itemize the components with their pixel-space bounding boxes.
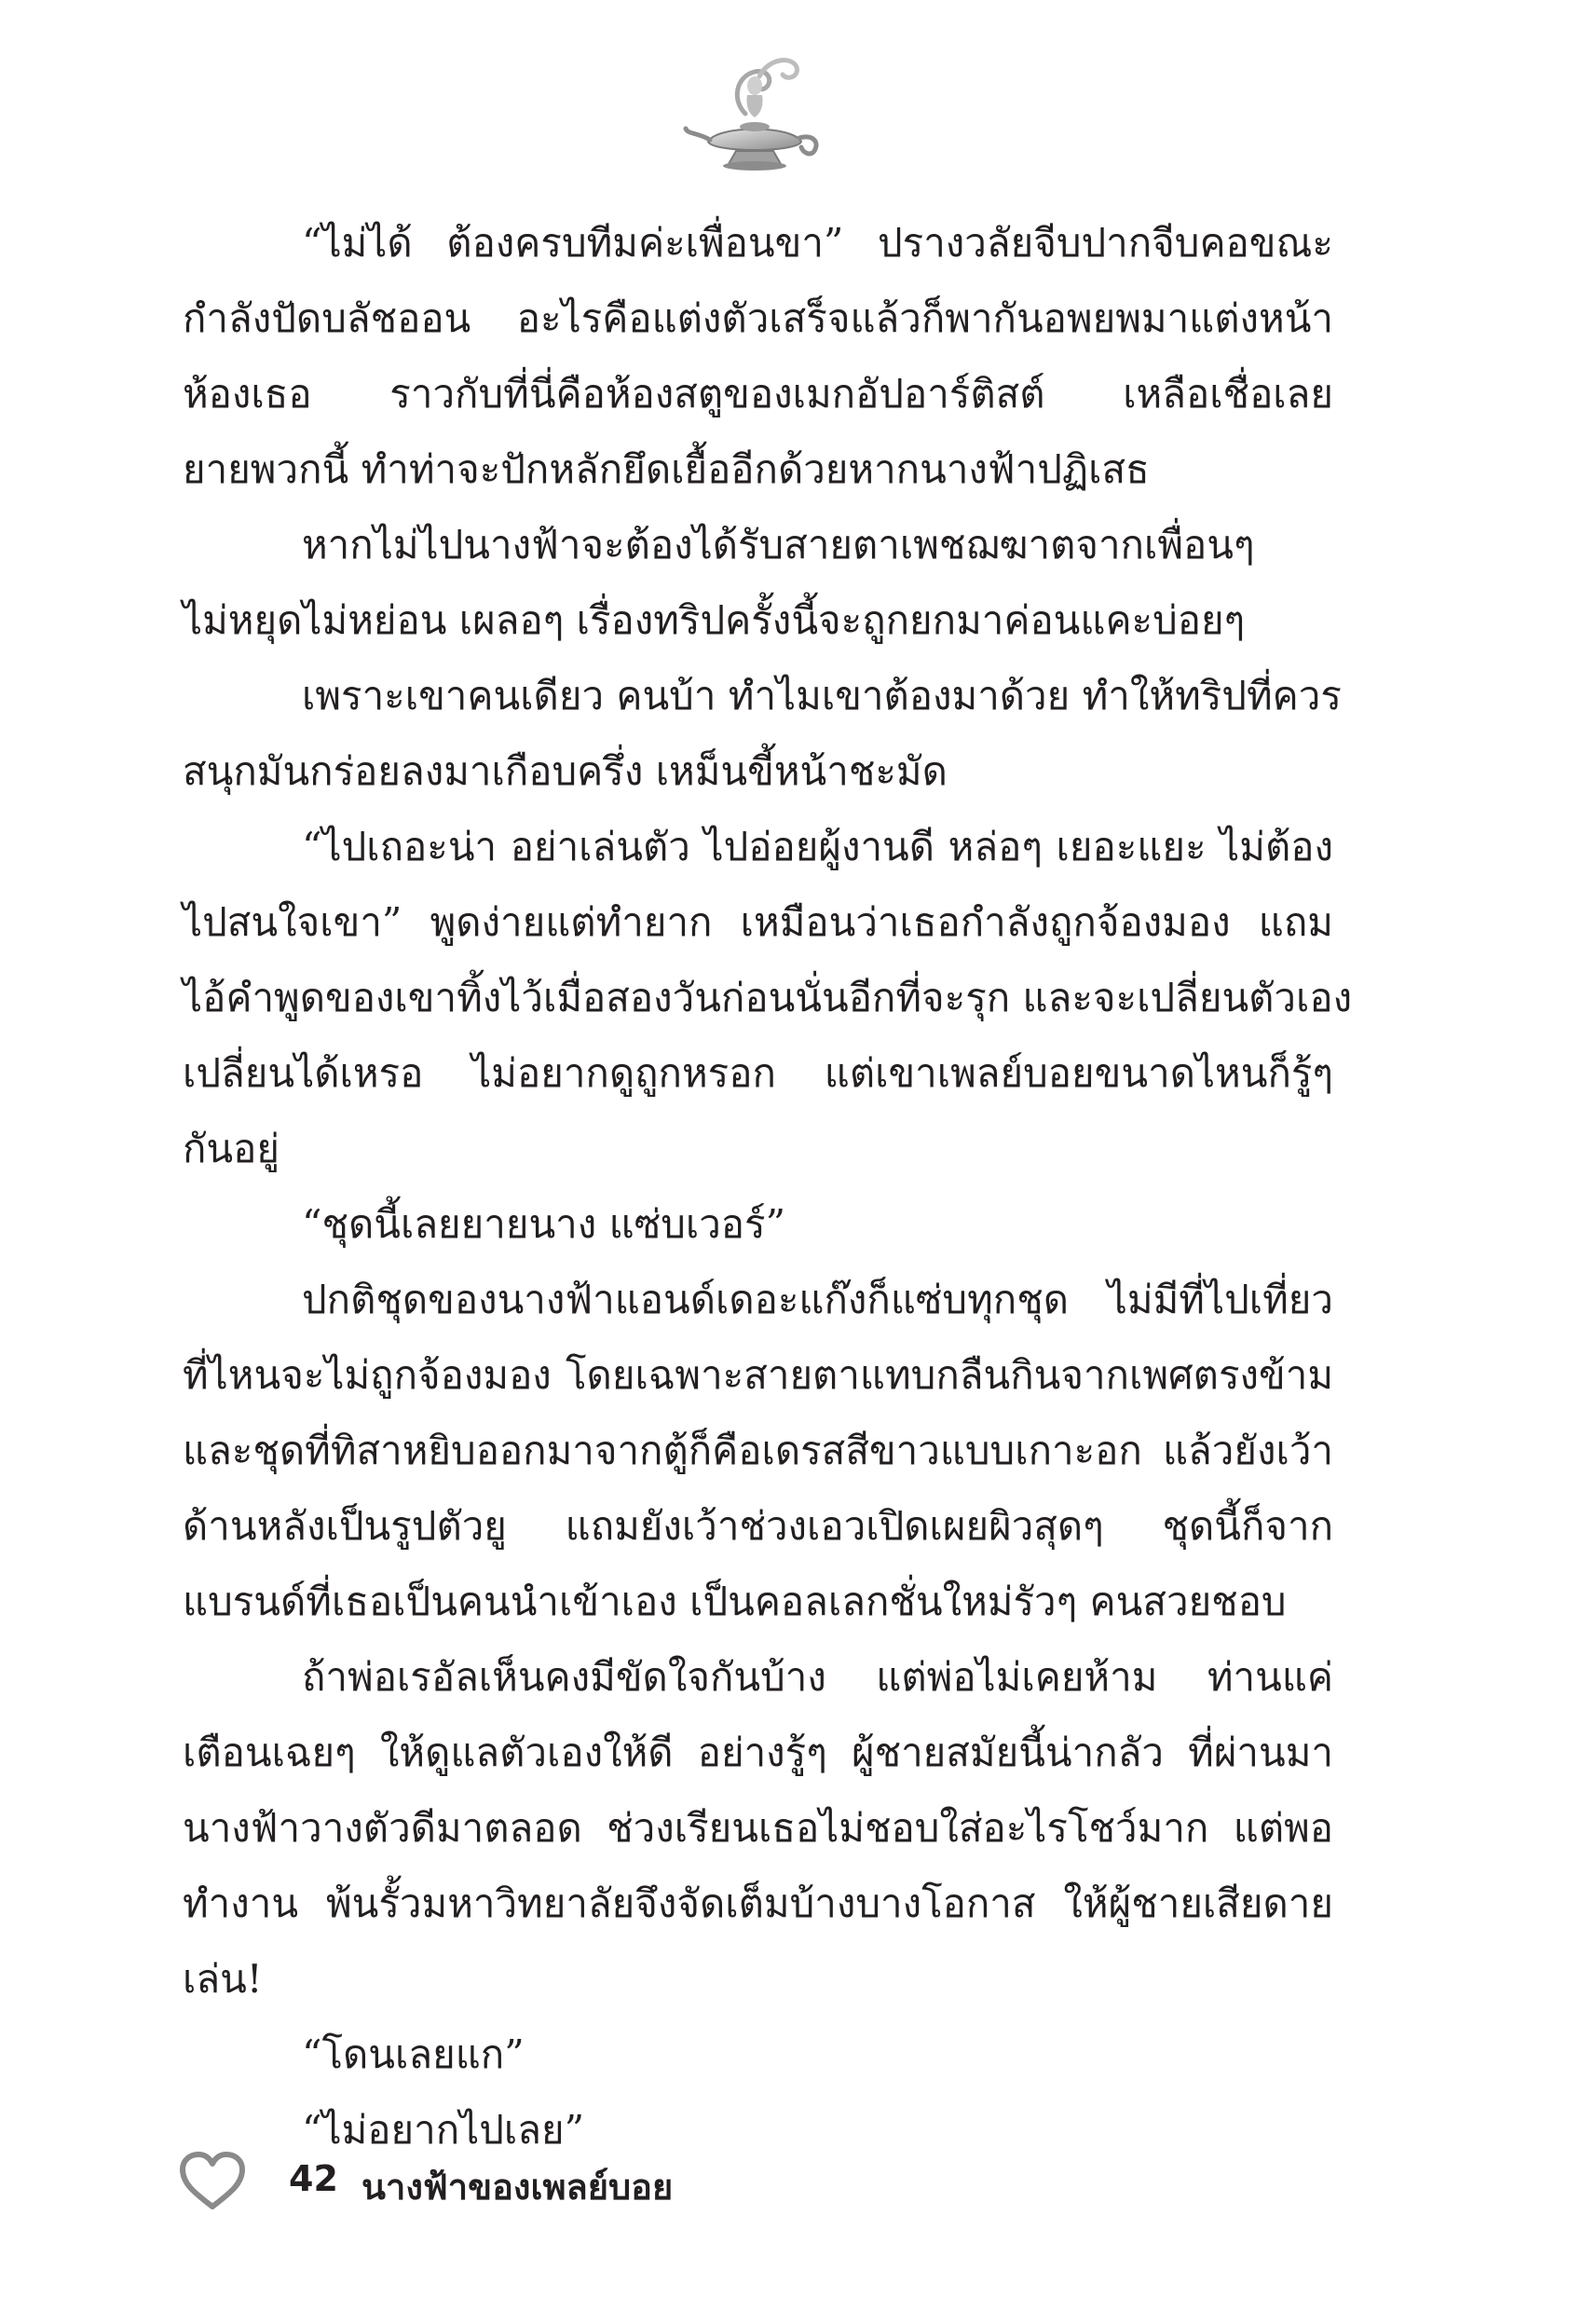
text-line: ไปสนใจเขา” พูดง่ายแต่ทำยาก เหมือนว่าเธอกำลังถูกจ้องมอง แถม — [183, 899, 1333, 945]
text-line: ที่ไหนจะไม่ถูกจ้องมอง โดยเฉพาะสายตาแทบกลืนกินจากเพศตรงข้าม — [183, 1352, 1333, 1398]
text-line: และชุดที่ทิสาหยิบออกมาจากตู้ก็คือเดรสสีขาวแบบเกาะอก แล้วยังเว้า — [183, 1428, 1333, 1473]
text-line: ไม่หยุดไม่หย่อน เผลอๆ เรื่องทริปครั้งนี้จะถูกยกมาค่อนแคะบ่อยๆ — [183, 597, 1246, 643]
paragraph — [183, 1639, 1333, 2017]
paragraph — [183, 507, 1333, 658]
text-line: “ไม่อยากไปเลย” — [302, 2107, 585, 2153]
text-line: หากไม่ไปนางฟ้าจะต้องได้รับสายตาเพชฌฆาตจากเพื่อนๆ — [302, 522, 1255, 567]
text-line: ห้องเธอ ราวกับที่นี่คือห้องสตูของเมกอัปอาร์ติสต์ เหลือเชื่อเลย — [183, 371, 1333, 417]
text-line: ไอ้คำพูดของเขาทิ้งไว้เมื่อสองวันก่อนนั่นอีกที่จะรุก และจะเปลี่ยนตัวเอง — [183, 975, 1353, 1020]
text-line: “โดนเลยแก” — [302, 2031, 525, 2077]
text-line: เล่น! — [183, 1956, 263, 2002]
text-line: “ไม่ได้ ต้องครบทีมค่ะเพื่อนขา” ปรางวลัยจีบปากจีบคอขณะ — [302, 220, 1333, 266]
paragraph — [183, 205, 1333, 507]
genie-lamp-ornament-icon — [680, 48, 829, 188]
text-line: “ไปเถอะน่า อย่าเล่นตัว ไปอ่อยผู้งานดี หล่อๆ เยอะแยะ ไม่ต้อง — [302, 824, 1333, 869]
heart-outline-icon — [179, 2151, 246, 2212]
text-line: แบรนด์ที่เธอเป็นคนนำเข้าเอง เป็นคอลเลกชั่นใหม่รัวๆ คนสวยชอบ — [183, 1579, 1287, 1624]
page-footer — [179, 2151, 924, 2225]
text-line: เปลี่ยนได้เหรอ ไม่อยากดูถูกหรอก แต่เขาเพลย์บอยขนาดไหนก็รู้ๆ — [183, 1050, 1333, 1096]
book-title: นางฟ้าของเพลย์บอย — [361, 2167, 674, 2208]
page-number: 42 — [289, 2158, 338, 2199]
text-line: “ชุดนี้เลยยายนาง แซ่บเวอร์” — [302, 1201, 786, 1247]
text-line: ปกติชุดของนางฟ้าแอนด์เดอะแก๊งก็แซ่บทุกชุด ไม่มีที่ไปเที่ยว — [302, 1277, 1333, 1322]
text-line: เตือนเฉยๆ ให้ดูแลตัวเองให้ดี อย่างรู้ๆ ผู้ชายสมัยนี้น่ากลัว ที่ผ่านมา — [183, 1730, 1333, 1775]
paragraph — [183, 2017, 1333, 2092]
text-line: สนุกมันกร่อยลงมาเกือบครึ่ง เหม็นขี้หน้าชะมัด — [183, 748, 948, 794]
text-line: ทำงาน พ้นรั้วมหาวิทยาลัยจึงจัดเต็มบ้างบางโอกาส ให้ผู้ชายเสียดาย — [183, 1880, 1333, 1926]
body-text — [183, 205, 1353, 2167]
text-line: กำลังปัดบลัชออน อะไรคือแต่งตัวเสร็จแล้วก็พากันอพยพมาแต่งหน้า — [183, 295, 1333, 341]
text-line: ด้านหลังเป็นรูปตัวยู แถมยังเว้าช่วงเอวเปิดเผยผิวสุดๆ ชุดนี้ก็จาก — [183, 1503, 1333, 1549]
paragraph — [183, 658, 1342, 809]
text-line: เพราะเขาคนเดียว คนบ้า ทำไมเขาต้องมาด้วย ทำให้ทริปที่ควร — [302, 673, 1342, 718]
text-line: ยายพวกนี้ ทำท่าจะปักหลักยึดเยื้ออีกด้วยหากนางฟ้าปฏิเสธ — [183, 446, 1150, 492]
paragraph — [183, 1262, 1333, 1639]
text-line: ถ้าพ่อเรอัลเห็นคงมีขัดใจกันบ้าง แต่พ่อไม่เคยห้าม ท่านแค่ — [302, 1654, 1333, 1700]
text-line: นางฟ้าวางตัวดีมาตลอด ช่วงเรียนเธอไม่ชอบใส่อะไรโชว์มาก แต่พอ — [183, 1805, 1333, 1851]
paragraph — [183, 1186, 1333, 1262]
paragraph — [183, 809, 1353, 1186]
text-line: กันอยู่ — [183, 1126, 280, 1171]
